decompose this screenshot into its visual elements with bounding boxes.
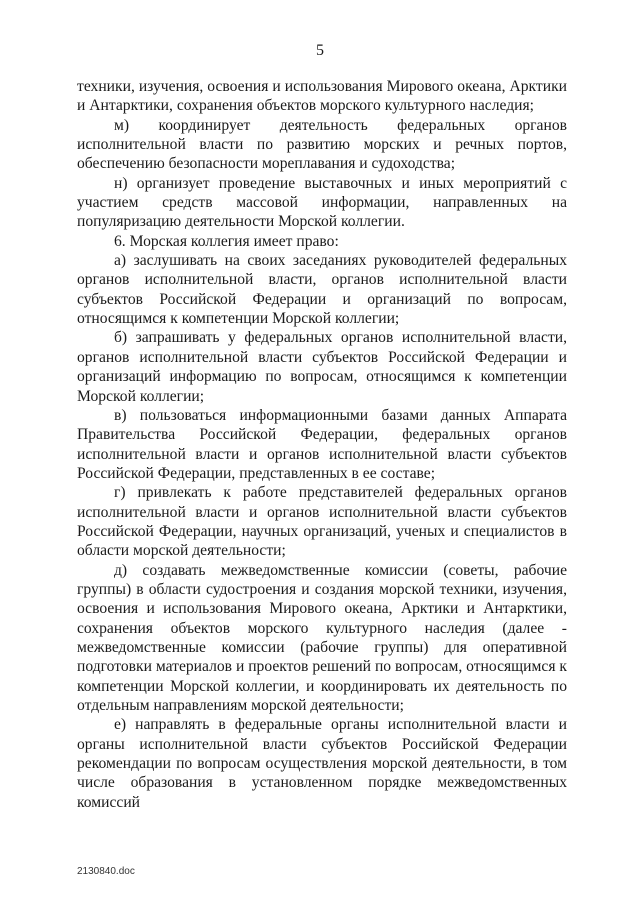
paragraph-item-m: м) координирует деятельность федеральных органов исполнительной власти по развитию морских и речных портов, обеспечению безопасности мореплавания и судоходства; <box>77 116 567 173</box>
paragraph-item-g: г) привлекать к работе представителей федеральных органов исполнительной власти и органов исполнительной власти субъектов Российской Федерации, научных организаций, ученых и специалистов в области морской деятельности; <box>77 484 567 560</box>
paragraph-item-b: б) запрашивать у федеральных органов исполнительной власти, органов исполнительной власти субъектов Российской Федерации и организаций информацию по вопросам, относящимся к компетенции Морской коллегии; <box>77 329 567 405</box>
paragraph-item-a: а) заслушивать на своих заседаниях руководителей федеральных органов исполнительной власти, органов исполнительной власти субъектов Российской Федерации и организаций по вопросам, относящимся к компетенции Морской коллегии; <box>77 252 567 328</box>
paragraph-item-d: д) создавать межведомственные комиссии (советы, рабочие группы) в области судостроения и создания морской техники, изучения, освоения и использования Мирового океана, Арктики и Антарктики, сохранения объектов морского культурного наследия (далее - межведомственные комиссии (рабочие группы) для оперативной подготовки материалов и проектов решений по вопросам, относящимся к компетенции Морской коллегии, и координировать их деятельность по отдельным направлениям морской деятельности; <box>77 561 567 714</box>
paragraph-item-v: в) пользоваться информационными базами данных Аппарата Правительства Российской Федерации, федеральных органов исполнительной власти и органов исполнительной власти субъектов Российской Федерации, представленных в ее составе; <box>77 406 567 482</box>
paragraph-item-e: е) направлять в федеральные органы исполнительной власти и органы исполнительной власти субъектов Российской Федерации рекомендации по вопросам осуществления морской деятельности, в том числе образования в установленном порядке межведомственных комиссий <box>77 716 567 811</box>
paragraph-continuation: техники, изучения, освоения и использования Мирового океана, Арктики и Антарктики, сохранения объектов морского культурного наследия; <box>77 78 567 115</box>
document-body <box>77 77 567 812</box>
page-number: 5 <box>316 42 324 59</box>
section-heading-6: 6. Морская коллегия имеет право: <box>114 232 339 250</box>
paragraph-item-n: н) организует проведение выставочных и иных мероприятий с участием средств массовой информации, направленных на популяризацию деятельности Морской коллегии. <box>77 174 567 231</box>
footer-filename: 2130840.doc <box>77 866 135 877</box>
